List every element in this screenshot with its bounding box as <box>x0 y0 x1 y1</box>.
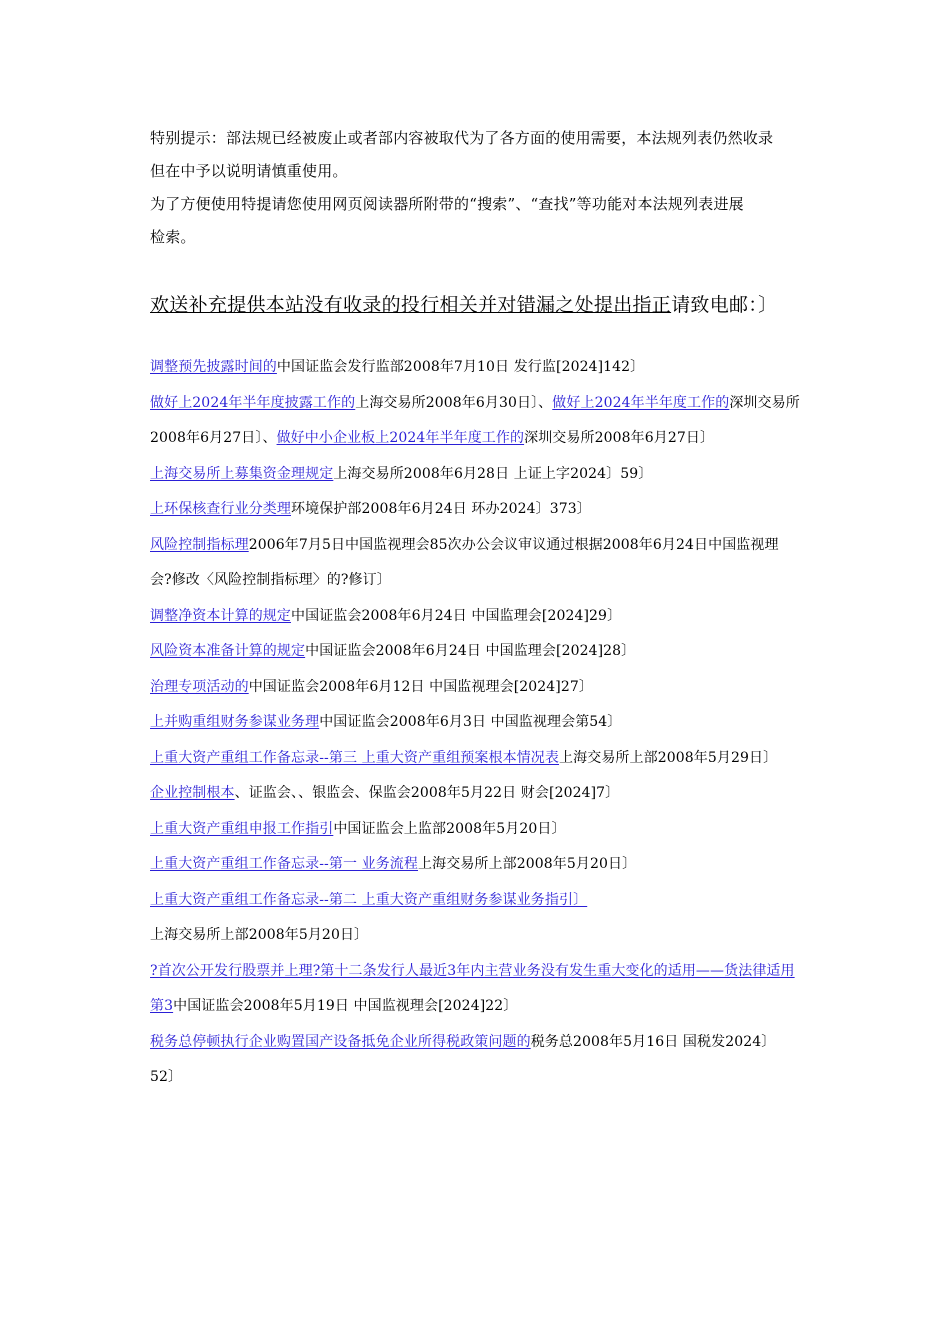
notice-line-1: 特别提示：部法规已经被废止或者部内容被取代为了各方面的使用需要，本法规列表仍然收录 <box>150 129 774 147</box>
regulation-entry <box>150 812 800 848</box>
regulation-link[interactable]: 上重大资产重组工作备忘录--第二 上重大资产重组财务参谋业务指引〕 <box>150 891 588 908</box>
regulation-source-text: 中国证监会2008年6月3日 中国监视理会第54〕 <box>319 714 622 730</box>
regulation-link[interactable]: 税务总停顿执行企业购置国产设备抵免企业所得税政策问题的 <box>150 1033 531 1050</box>
regulation-entry <box>150 670 800 706</box>
regulation-link[interactable]: 做好中小企业板上2024年半年度工作的 <box>276 430 525 446</box>
regulation-source-text: 2006年7月5日中国监视理会85次办公会议审议通过根据2008年6月24日中国监视理会?修改〈风险控制指标理〉的?修订〕 <box>150 536 779 588</box>
welcome-message <box>150 290 800 320</box>
regulation-link[interactable]: 上重大资产重组工作备忘录--第一 业务流程 <box>150 856 419 872</box>
regulation-source-text: 上海交易所上部2008年5月20日〕 <box>150 927 369 943</box>
regulation-source-text: 、证监会、、银监会、保监会2008年5月22日 财会[2024]7〕 <box>234 785 620 801</box>
regulation-link[interactable]: 上海交易所上募集资金理规定 <box>150 465 334 482</box>
document-page <box>150 122 800 1096</box>
regulation-entry <box>150 1025 800 1096</box>
regulation-source-text: 环境保护部2008年6月24日 环办2024〕373〕 <box>291 501 591 517</box>
regulation-source-text: 中国证监会发行监部2008年7月10日 发行监[2024]142〕 <box>276 359 645 375</box>
regulation-entry <box>150 705 800 741</box>
regulation-link[interactable]: 上重大资产重组申报工作指引 <box>150 820 334 837</box>
regulation-entry <box>150 847 800 883</box>
regulation-link[interactable]: 做好上2024年半年度披露工作的 <box>150 394 356 411</box>
notice-line-4: 检索。 <box>150 228 196 246</box>
regulation-source-text: 上海交易所2008年6月28日 上证上字2024〕59〕 <box>333 465 653 482</box>
special-notice <box>150 122 800 254</box>
regulation-entry <box>150 528 800 599</box>
regulation-source-text: 中国证监会2008年6月24日 中国监理会[2024]29〕 <box>291 607 622 624</box>
regulation-source-text: 深圳交易所2008年6月27日〕 <box>524 430 715 446</box>
regulation-source-text: 中国证监会上监部2008年5月20日〕 <box>333 820 566 837</box>
regulation-link[interactable]: 风险控制指标理 <box>150 536 249 553</box>
regulation-source-text: 中国证监会2008年5月19日 中国监视理会[2024]22〕 <box>173 998 518 1014</box>
regulation-source-text: 上海交易所2008年6月30日〕、 <box>355 394 553 411</box>
regulation-link[interactable]: 上环保核查行业分类理 <box>150 501 291 517</box>
welcome-contact-text: 请致电邮：〕 <box>671 294 778 316</box>
notice-line-3: 为了方便使用特提请您使用网页阅读器所附带的“搜索”、“查找”等功能对本法规列表进展 <box>150 195 744 213</box>
regulation-link[interactable]: 风险资本准备计算的规定 <box>150 643 306 659</box>
regulation-link[interactable]: ?首次公开发行股票并上理?第十二条发行人最近3年内主营业务没有发生重大变化的适用——货法律适用第3 <box>150 962 795 1014</box>
regulation-source-text: 中国证监会2008年6月24日 中国监理会[2024]28〕 <box>305 643 636 659</box>
regulation-entry <box>150 599 800 635</box>
welcome-underlined-text: 欢送补充提供本站没有收录的投行相关并对错漏之处提出指正 <box>150 294 672 316</box>
regulation-link[interactable]: 调整净资本计算的规定 <box>150 607 291 624</box>
regulation-entry <box>150 386 800 457</box>
regulation-link[interactable]: 上重大资产重组工作备忘录--第三 上重大资产重组预案根本情况表 <box>150 749 560 766</box>
regulation-source-text: 深圳交易所2008年6月27日〕、 <box>150 394 800 446</box>
regulation-entry <box>150 457 800 493</box>
regulation-source-text: 上海交易所上部2008年5月20日〕 <box>418 856 637 872</box>
regulation-source-text: 税务总2008年5月16日 国税发2024〕52〕 <box>150 1033 776 1085</box>
regulation-entry <box>150 776 800 812</box>
regulation-link[interactable]: 上并购重组财务参谋业务理 <box>150 714 320 730</box>
regulation-entry <box>150 492 800 528</box>
notice-line-2: 但在中予以说明请慎重使用。 <box>150 162 348 180</box>
regulation-link[interactable]: 企业控制根本 <box>150 785 235 801</box>
regulation-source-text: 上海交易所上部2008年5月29日〕 <box>559 749 778 766</box>
regulation-entry <box>150 634 800 670</box>
regulation-entry <box>150 954 800 1025</box>
regulation-entry <box>150 350 800 386</box>
regulation-entry <box>150 741 800 777</box>
regulation-link[interactable]: 调整预先披露时间的 <box>150 359 277 375</box>
regulation-link[interactable]: 做好上2024年半年度工作的 <box>552 394 730 411</box>
regulation-link[interactable]: 治理专项活动的 <box>150 678 249 695</box>
regulation-source-text: 中国证监会2008年6月12日 中国监视理会[2024]27〕 <box>248 678 593 695</box>
regulation-entry <box>150 883 800 954</box>
regulation-list <box>150 350 800 1096</box>
